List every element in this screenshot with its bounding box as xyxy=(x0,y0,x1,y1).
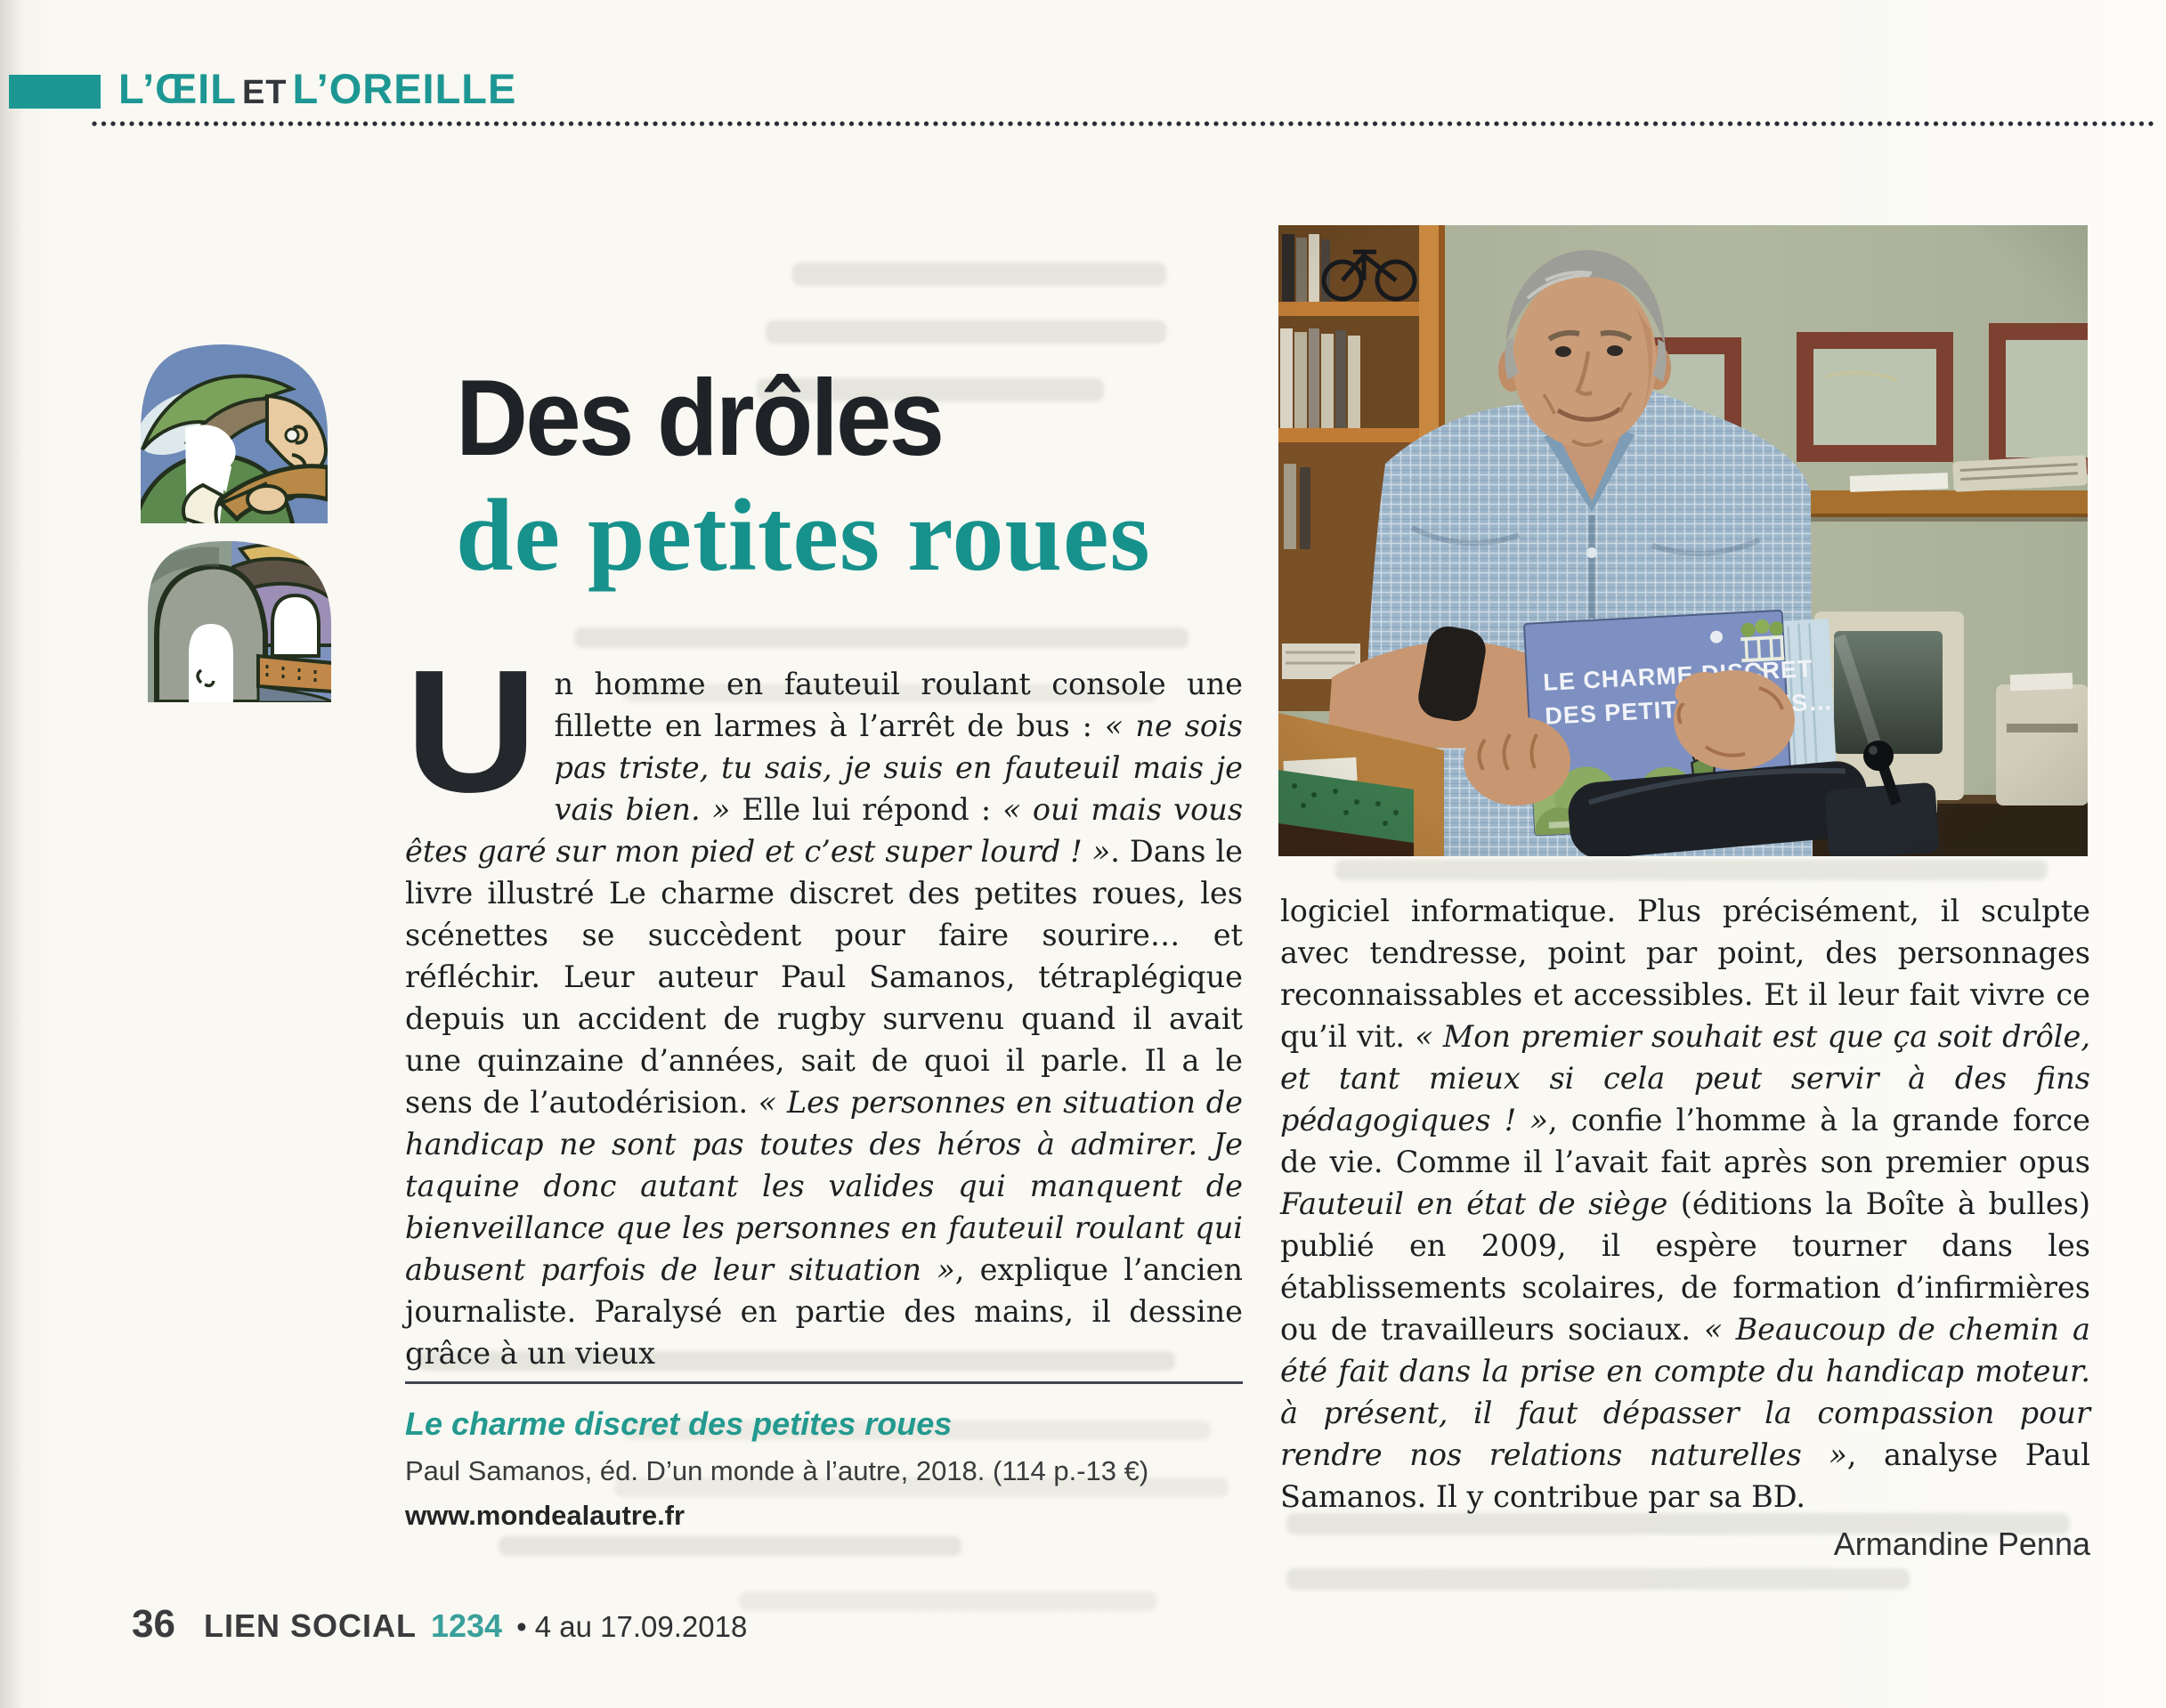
ghost-bleedthrough xyxy=(1286,1568,1910,1590)
section-accent-bar xyxy=(9,75,101,109)
page-number: 36 xyxy=(132,1602,175,1646)
scan-edge-shadow xyxy=(0,0,23,1708)
ghost-bleedthrough xyxy=(1335,860,2048,880)
article-column-left xyxy=(405,634,1244,1374)
bd-logo-top-panel xyxy=(134,343,333,530)
photo-vignette xyxy=(1278,225,2088,856)
ghost-bleedthrough xyxy=(499,1536,961,1556)
ghost-bleedthrough xyxy=(574,627,1188,648)
photo-paul-samanos xyxy=(1278,225,2088,856)
book-reference-box xyxy=(405,1381,1243,1532)
bd-logo-bottom-panel xyxy=(134,538,333,702)
page-footer xyxy=(132,1602,747,1647)
headline-line1: Des drôles xyxy=(456,357,943,478)
article-text-right: logiciel informatique. Plus précisément, il sculpte avec tendresse, point par point, des personnages reconnaissables et accessibles. Et il leur fait vivre ce qu’il vit. « Mon premier souhait est que ça soit drôle, et tant mieux si cela peut servir à des fins pédagogiques ! », confie l’homme à la grande force de vie. Comme il l’avait fait après son premier opus Fauteuil en état de siège (éditions la Boîte à bulles) publié en 2009, il espère tourner dans les établissements scolaires, de formation d’infirmières ou de travailleurs sociaux. « Beaucoup de chemin a été fait dans la prise en compte du handicap moteur. à présent, il faut dépasser la compassion pour rendre nos relations naturelles », analyse Paul Samanos. Il y contribue par sa BD. xyxy=(1280,894,2091,1514)
section-title-primary: L’ŒIL xyxy=(118,65,237,112)
magazine-name: LIEN SOCIAL xyxy=(203,1607,417,1644)
byline: Armandine Penna xyxy=(1833,1526,2090,1562)
section-title-conjunction: ET xyxy=(241,74,288,111)
book-title: Le charme discret des petites roues xyxy=(405,1405,953,1442)
issue-number: 1234 xyxy=(430,1607,503,1644)
ghost-bleedthrough xyxy=(792,263,1166,286)
bd-comic-logo xyxy=(134,343,333,702)
headline-line2: de petites roues xyxy=(456,479,1151,593)
issue-date: • 4 au 17.09.2018 xyxy=(516,1610,748,1643)
book-url: www.mondealautre.fr xyxy=(405,1500,685,1531)
section-title-secondary: L’OREILLE xyxy=(292,65,517,112)
dropcap: U xyxy=(405,634,538,829)
section-title xyxy=(118,64,516,113)
ghost-bleedthrough xyxy=(739,1591,1157,1611)
dotted-divider xyxy=(91,119,2158,128)
separator-rule xyxy=(405,1381,1243,1384)
book-details: Paul Samanos, éd. D’un monde à l’autre, 2018. (114 p.-13 €) xyxy=(405,1455,1149,1486)
ghost-bleedthrough xyxy=(766,320,1166,344)
article-headline xyxy=(456,357,1151,593)
article-text-left: n homme en fauteuil roulant console une fillette en larmes à l’arrêt de bus : « ne sois pas triste, tu sais, je suis en fauteuil mais je vais bien. » Elle lui répond : « oui mais vous êtes garé sur mon pied et c’est super lourd ! ». Dans le livre illustré Le charme discret des petites roues, les scénettes se succèdent pour faire sourire… et réfléchir. Leur auteur Paul Samanos, tétraplégique depuis un accident de rugby survenu quand il avait une quinzaine d’années, sait de quoi il parle. Il a le sens de l’autodérision. « Les personnes en situation de handicap ne sont pas toutes des héros à admirer. Je taquine donc autant les valides qui manquent de bienveillance que les personnes en fauteuil roulant qui abusent parfois de leur situation », explique l’ancien journaliste. Paralysé en partie des mains, il dessine grâce à un vieux xyxy=(405,667,1244,1371)
article-column-right xyxy=(1280,890,2090,1565)
